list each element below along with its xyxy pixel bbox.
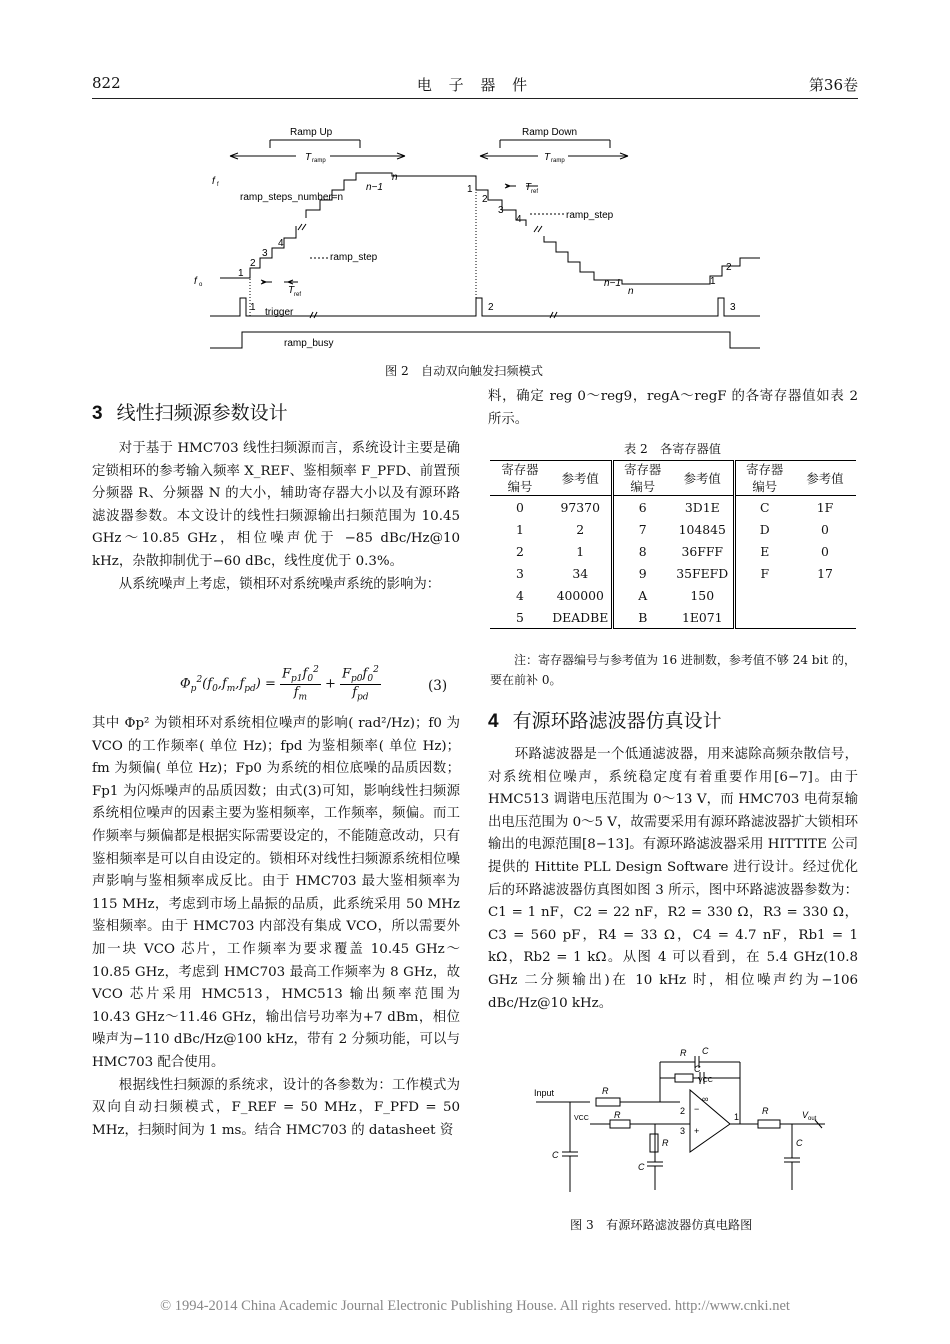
cell: 36FFF <box>672 540 734 562</box>
fig2-tail-2: 2 <box>726 262 732 273</box>
fig2-tref-1: T <box>288 285 295 296</box>
fig3-vcc-1: VCC <box>574 1115 589 1122</box>
table-row <box>490 496 856 519</box>
fig2-trigger-2: 2 <box>488 302 494 313</box>
fig3-rb2: R <box>662 1138 669 1148</box>
fig2-fo: f <box>194 276 197 287</box>
fig2-step-up-3: 3 <box>262 248 268 259</box>
cell: D <box>759 521 770 537</box>
section4-number: 4 <box>488 711 499 732</box>
fig3-c3: C <box>552 1150 559 1160</box>
fig2-step-up-4: 4 <box>278 238 284 249</box>
th-reg-3: 寄存器 编号 <box>746 462 784 494</box>
cell: 150 <box>672 584 734 606</box>
cell: 17 <box>817 565 833 581</box>
cell: 104845 <box>672 518 734 540</box>
fig2-tref-sub-1: ref <box>294 292 302 298</box>
right-column-body <box>488 744 858 1015</box>
cell: 3 <box>516 565 524 581</box>
fig3-pin-3: 3 <box>680 1126 686 1136</box>
fig2-n-up: n <box>392 172 398 183</box>
equation-3: $\Phi_p^2(f_0,f_m,f_{pd})$ = $\frac{F_{p1}f_0^2}{f_m}$ + $F_{p0}f_0^2$ $f_{pd}$ <box>180 665 379 703</box>
cell: 1E071 <box>672 606 734 629</box>
header-rule <box>92 98 858 99</box>
fig2-tref-2: T <box>525 182 532 193</box>
table-row <box>490 606 856 629</box>
cell: 7 <box>638 521 647 537</box>
section3-title: 线性扫频源参数设计 <box>116 402 288 424</box>
fig2-ramp-step-2: ramp_step <box>566 210 614 221</box>
th-reg-2: 寄存器 编号 <box>624 462 662 494</box>
fig2-ramp-up: Ramp Up <box>290 127 333 138</box>
th-val-3: 参考值 <box>806 470 844 486</box>
right-intro <box>488 386 858 431</box>
fig2-trigger-1: 1 <box>250 302 256 313</box>
cell: E <box>760 543 770 559</box>
fig2-steps-label: ramp_steps_number=n <box>240 192 344 203</box>
page-number: 822 <box>92 74 121 92</box>
fig3-r: R <box>602 1086 609 1096</box>
section3-para2: 从系统噪声上考虑，锁相环对系统噪声系统的影响为： <box>118 576 441 592</box>
cell <box>794 584 856 606</box>
section4-para1: 环路滤波器是一个低通滤波器，用来滤除高频杂散信号，对系统相位噪声，系统稳定度有着重要作用[6−7]。由于 HMC513 调谐电压范围为 0～13 V，而 HMC703 电荷泵输出电压范围为 0～5 V，故需要采用有源环路滤波器扩大锁相环输出的电源范围[8−13]。有源环路滤波器采用 HITTITE 公司提供的 Hittite PLL Design Software 进行设计。经过优化后的环路滤波器仿真图如图 3 所示，图中环路滤波器参数为：C1 = 1 nF，C2 = 22 nF，R2 = 330 Ω，R3 = 330 Ω，C3 = 560 pF，R4 = 33 Ω，C4 = 4.7 nF，Rb1 = 1 kΩ，Rb2 = 1 kΩ。从图 4 可以看到，在 5.4 GHz(10.8 GHz 二分频输出)在 10 kHz 时，相位噪声约为−106 dBc/Hz@10 kHz。 <box>488 747 858 1011</box>
right-intro-text: 料，确定 reg 0～reg9，regA～regF 的各寄存器值如表 2 所示。 <box>488 389 858 427</box>
cell: 400000 <box>550 584 612 606</box>
fig2-ff-sub: f <box>217 182 219 188</box>
fig2-n-1-up: n−1 <box>366 182 383 193</box>
figure2-timing-diagram <box>180 118 780 358</box>
section3-para4: 根据线性扫频源的系统求，设计的各参数为：工作模式为双向自动扫频模式，F_REF = 50 MHz，F_PFD = 50 MHz，扫频时间为 1 ms。结合 HMC703 的 datasheet 资 <box>92 1077 460 1138</box>
fig2-step-up-2: 2 <box>250 258 256 269</box>
cell: 2 <box>516 543 524 559</box>
table2 <box>490 460 856 629</box>
fig2-tramp-2: T <box>544 152 551 163</box>
cell: C <box>760 499 770 515</box>
fig3-inf: ∞ <box>702 1094 709 1104</box>
fig3-vout: V <box>802 1110 809 1120</box>
fig3-input: Input <box>534 1088 555 1098</box>
section3-para3: 其中 Φp² 为锁相环对系统相位噪声的影响( rad²/Hz)；f0 为 VCO 的工作频率( 单位 Hz)；fpd 为鉴相频率( 单位 Hz)；fm 为频偏( 单位 Hz)；Fp0 为系统的相位底噪的品质因数；Fp1 为闪烁噪声的品质因数；由式(3)可知，影响线性扫频源系统相位噪声的因素主要为鉴相频率，工作频率，频偏。而工作频率与频偏都是根据实际需要设定的，不能随意改动，只有鉴相频率是可以自由设定的。锁相环对线性扫频源系统相位噪声影响与鉴相频率成反比。由于 HMC703 最大鉴相频率为 115 MHz，考虑到市场上晶振的品质，此系统采用 50 MHz 鉴相频率。由于 HMC703 内部没有集成 VCO，所以需要外加一块 VCO 芯片，工作频率为要求覆盖 10.45 GHz～10.85 GHz，考虑到 HMC703 最高工作频率为 8 GHz，故 VCO 芯片采用 HMC513，HMC513 输出频率范围为 10.43 GHz～11.46 GHz，输出信号功率为+7 dBm，相位噪声为−110 dBc/Hz@100 kHz，带有 2 分频功能，可以与 HMC703 配合使用。 <box>92 716 460 1070</box>
th-val-1: 参考值 <box>550 461 612 496</box>
fig2-ramp-down: Ramp Down <box>522 127 578 138</box>
table-row <box>490 518 856 540</box>
table-row <box>490 562 856 584</box>
cell: 1 <box>516 521 524 537</box>
th-reg-1: 寄存器 编号 <box>501 462 539 494</box>
cell: DEADBE <box>550 606 612 629</box>
cell: 2 <box>550 518 612 540</box>
journal-name: 电 子 器 件 <box>416 76 534 94</box>
fig2-step-down-2: 2 <box>482 194 488 205</box>
fig3-c2: C <box>702 1046 709 1056</box>
th-val-2: 参考值 <box>672 461 734 496</box>
cell: 1F <box>816 499 834 515</box>
fig3-vout-sub: out <box>808 1116 817 1122</box>
fig3-rb1: R <box>614 1110 621 1120</box>
fig3-pin-1: 1 <box>734 1112 740 1122</box>
equation-number: (3) <box>428 678 448 694</box>
cell: 3D1E <box>672 496 734 519</box>
cell: 0 <box>821 543 829 559</box>
left-column-top <box>92 438 460 596</box>
cell: 35FEFD <box>672 562 734 584</box>
fig2-n-down: n <box>628 286 634 297</box>
fig2-tramp-1: T <box>305 152 312 163</box>
fig3-plus: + <box>694 1126 700 1136</box>
fig2-step-down-1: 1 <box>467 184 473 195</box>
cell <box>734 584 794 606</box>
fig2-trigger-3: 3 <box>730 302 736 313</box>
cell: 97370 <box>550 496 612 519</box>
table2-note: 注：寄存器编号与参考值为 16 进制数，参考值不够 24 bit 的，要在前补 0。 <box>490 653 856 687</box>
left-column-bottom <box>92 713 460 1142</box>
fig3-cb: C <box>638 1162 645 1172</box>
fig2-tramp-sub-2: ramp <box>551 158 565 164</box>
section3-heading <box>92 398 288 425</box>
table-row <box>490 584 856 606</box>
cell: B <box>638 609 648 625</box>
fig2-step-down-4: 4 <box>516 214 522 225</box>
fig2-trigger-label: trigger <box>265 307 294 318</box>
cell: 34 <box>550 562 612 584</box>
cell <box>734 606 794 629</box>
fig2-ff: f <box>212 176 215 187</box>
table-row <box>490 540 856 562</box>
section4-heading <box>488 706 722 733</box>
figure2-caption: 图 2 自动双向触发扫频模式 <box>385 364 543 378</box>
cell: 6 <box>638 499 647 515</box>
fig3-r2: R <box>680 1048 687 1058</box>
fig3-vcc-2: VCC <box>698 1077 713 1084</box>
cell: 0 <box>516 499 524 515</box>
cell: A <box>638 587 648 603</box>
figure3-circuit <box>530 1042 830 1212</box>
section3-para1: 对于基于 HMC703 线性扫频源而言，系统设计主要是确定锁相环的参考输入频率 X_REF、鉴相频率 F_PFD、前置预分频器 R、分频器 N 的大小，辅助寄存器大小以及有源环路滤波器参数。本文设计的线性扫频源输出扫频范围为 10.45 GHz～10.85 GHz，相位噪声优于 −85 dBc/Hz@10 kHz，杂散抑制优于−60 dBc，线性度优于 0.3%。 <box>92 441 460 569</box>
fig2-tref-sub-2: ref <box>531 189 539 195</box>
fig2-tramp-sub-1: ramp <box>312 158 326 164</box>
section3-number: 3 <box>92 403 103 424</box>
fig2-n-1-down: n−1 <box>604 278 621 289</box>
table2-caption: 表 2 各寄存器值 <box>624 442 721 456</box>
fig2-step-up-1: 1 <box>238 268 244 279</box>
cell: 5 <box>516 609 524 625</box>
fig2-ramp-step-1: ramp_step <box>330 252 378 263</box>
cell: 4 <box>516 587 524 603</box>
fig2-fo-sub: o <box>199 282 203 288</box>
fig3-pin-2: 2 <box>680 1106 686 1116</box>
fig2-tail-1: 1 <box>710 276 716 287</box>
cell: 1 <box>550 540 612 562</box>
fig3-c4: C <box>796 1138 803 1148</box>
fig2-step-down-3: 3 <box>498 205 504 216</box>
cell: 0 <box>821 521 829 537</box>
section4-title: 有源环路滤波器仿真设计 <box>512 710 722 732</box>
figure3-caption: 图 3 有源环路滤波器仿真电路图 <box>570 1218 753 1232</box>
cell: 8 <box>638 543 647 559</box>
fig2-ramp-busy: ramp_busy <box>284 338 334 349</box>
volume: 第36卷 <box>808 76 858 94</box>
cell: F <box>760 565 770 581</box>
fig3-minus: − <box>694 1104 700 1114</box>
fig3-c1: C <box>694 1064 701 1074</box>
fig3-r4: R <box>762 1106 769 1116</box>
cell: 9 <box>638 565 647 581</box>
footer-copyright: © 1994-2014 China Academic Journal Electronic Publishing House. All rights reserved. http://www.cnki.net <box>160 1298 790 1314</box>
cell <box>794 606 856 629</box>
